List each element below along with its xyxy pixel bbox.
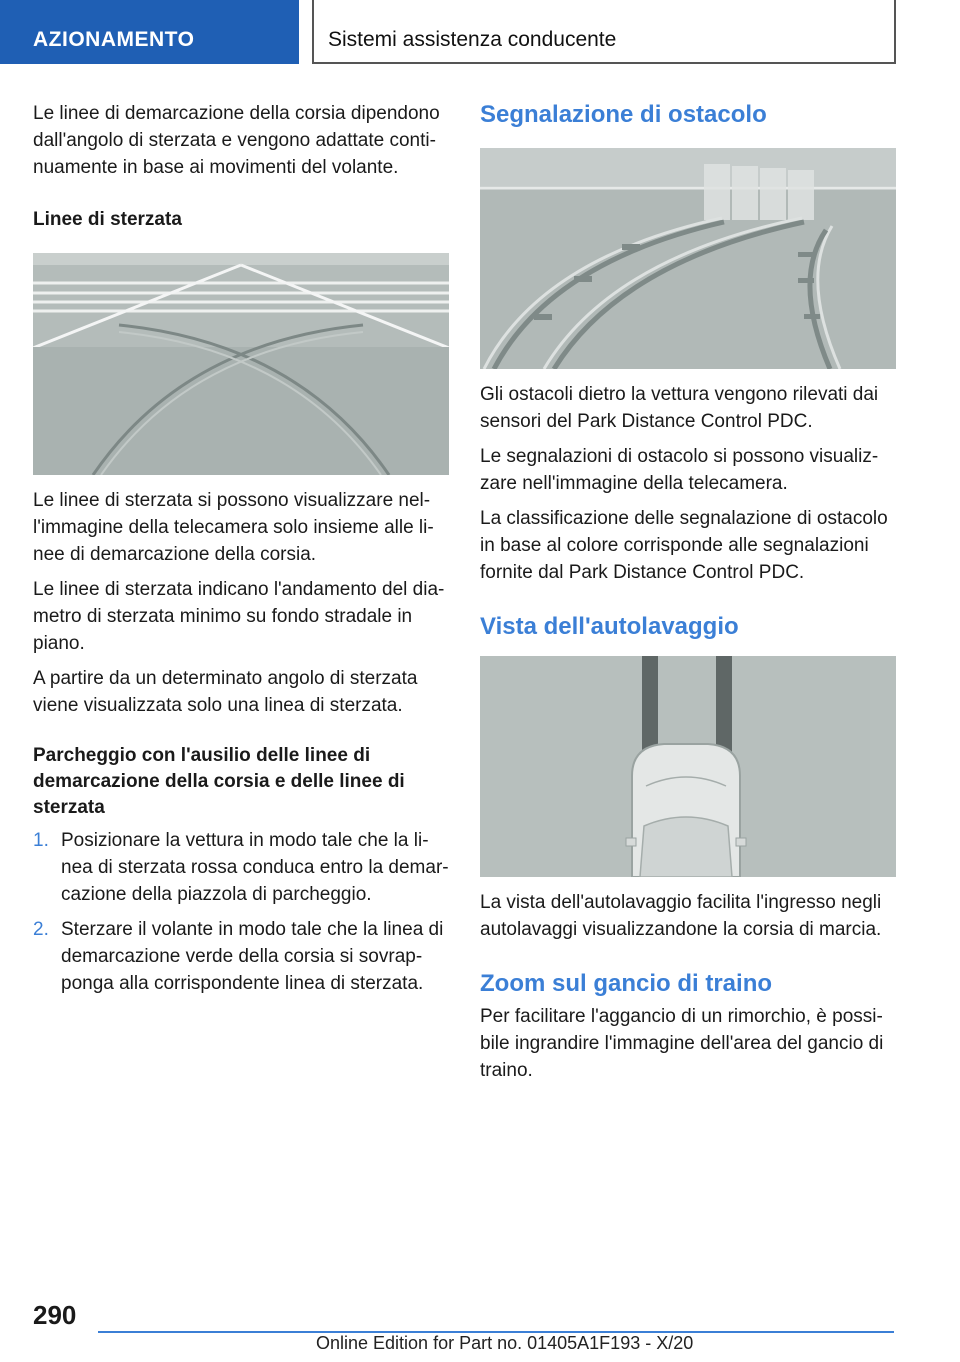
intro-paragraph: Le linee di demarcazione della corsia dipendono dall'angolo di sterzata e vengono adattate conti‐nuamente in base ai movimenti del volante.	[33, 103, 440, 178]
parking-heading: Parcheggio con l'ausilio delle linee di demarcazione della corsia e delle linee di sterzata	[33, 745, 405, 818]
tow-hitch-paragraph: Per facilitare l'aggancio di un rimorchio, è possi‐bile ingrandire l'immagine dell'area del gancio di traino.	[480, 1006, 884, 1081]
obstacle-marking-heading: Segnalazione di ostacolo	[480, 101, 767, 128]
header-chapter-box	[312, 0, 896, 64]
obstacle-paragraph-3: La classificazione delle segnalazione di ostacolo in base al colore corrisponde alle segnalazioni fornite dal Park Distance Control PDC.	[480, 508, 888, 583]
header-chapter-label: Sistemi assistenza conducente	[328, 28, 617, 51]
step-number: 2.	[33, 919, 49, 940]
page-number: 290	[33, 1300, 77, 1330]
car-wash-view-figure	[480, 656, 896, 877]
steering-lines-heading: Linee di sterzata	[33, 209, 182, 230]
car-wash-paragraph: La vista dell'autolavaggio facilita l'ingresso negli autolavaggi visualizzandone la corsia di marcia.	[480, 892, 882, 940]
car-wash-heading: Vista dell'autolavaggio	[480, 613, 739, 640]
steering-lines-paragraph-1: Le linee di sterzata si possono visualizzare nel‐l'immagine della telecamera solo insieme alle li‐nee di demarcazione della corsia.	[33, 490, 434, 565]
list-item	[33, 916, 449, 997]
header-section-label: AZIONAMENTO	[33, 28, 195, 51]
step-text: Posizionare la vettura in modo tale che la li‐nea di sterzata rossa conduca entro la demar‐cazione della piazzola di parcheggio.	[61, 830, 449, 905]
obstacle-paragraph-2: Le segnalazioni di ostacolo si possono visualiz‐zare nell'immagine della telecamera.	[480, 446, 879, 494]
left-column	[33, 100, 449, 1005]
tow-hitch-zoom-heading: Zoom sul gancio di traino	[480, 970, 773, 997]
step-number: 1.	[33, 830, 49, 851]
list-item	[33, 827, 449, 908]
right-column	[480, 100, 896, 1092]
obstacle-paragraph-1: Gli ostacoli dietro la vettura vengono rilevati dai sensori del Park Distance Control PDC.	[480, 384, 879, 432]
footer-edition: Online Edition for Part no. 01405A1F193 - X/20	[316, 1333, 694, 1353]
header-section-tab	[0, 0, 299, 64]
steering-lines-paragraph-2: Le linee di sterzata indicano l'andamento del dia‐metro di sterzata minimo su fondo stradale in piano.	[33, 579, 445, 654]
parking-steps-list	[33, 827, 449, 997]
steering-lines-figure	[33, 253, 449, 475]
step-text: Sterzare il volante in modo tale che la linea di demarcazione verde della corsia si sovrap‐ponga alla corrispondente linea di sterzata.	[61, 919, 444, 994]
steering-lines-paragraph-3: A partire da un determinato angolo di sterzata viene visualizzata solo una linea di sterzata.	[33, 668, 418, 716]
obstacle-marking-figure	[480, 148, 896, 369]
